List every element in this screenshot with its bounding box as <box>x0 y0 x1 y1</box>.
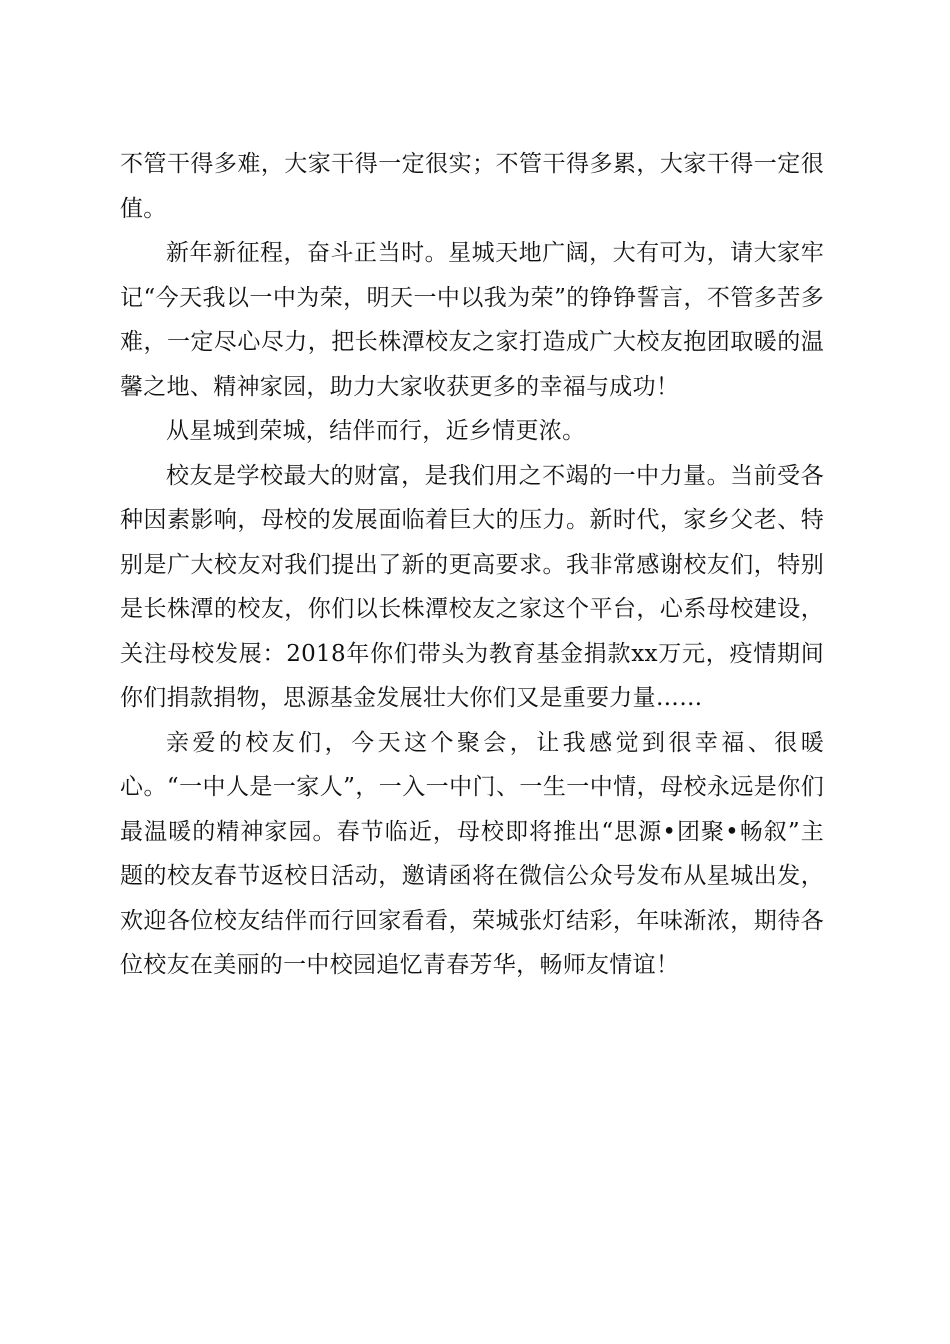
paragraph-star-city: 从星城到荣城，结伴而行，近乡情更浓。 <box>166 418 586 444</box>
paragraph-dear-alumni: 亲爱的校友们，今天这个聚会，让我感觉到很幸福、很暖心。“一中人是一家人”，一入一中门、一生一中情，母校永远是你们最温暖的精神家园。春节临近，母校即将推出“思源•团聚•畅叙”主题的校友春节返校日活动，邀请函将在微信公众号发布从星城出发，欢迎各位校友结伴而行回家看看，荣城张灯结彩，年味渐浓，期待各位校友在美丽的一中校园追忆青春芳华，畅师友情谊！ <box>120 729 824 978</box>
paragraph-alumni-wealth: 校友是学校最大的财富，是我们用之不竭的一中力量。当前受各种因素影响，母校的发展面临着巨大的压力。新时代，家乡父老、特别是广大校友对我们提出了新的更高要求。我非常感谢校友们，特别是长株潭的校友，你们以长株潭校友之家这个平台，心系母校建设，关注母校发展：2018年你们带头为教育基金捐款xx万元，疫情期间你们捐款捐物，思源基金发展壮大你们又是重要力量…… <box>120 462 824 711</box>
paragraph-continuation: 不管干得多难，大家干得一定很实；不管干得多累，大家干得一定很值。 <box>120 151 824 222</box>
document-body <box>120 142 824 988</box>
paragraph-new-year: 新年新征程，奋斗正当时。星城天地广阔，大有可为，请大家牢记“今天我以一中为荣，明天一中以我为荣”的铮铮誓言，不管多苦多难，一定尽心尽力，把长株潭校友之家打造成广大校友抱团取暖的温馨之地、精神家园，助力大家收获更多的幸福与成功！ <box>120 240 824 400</box>
